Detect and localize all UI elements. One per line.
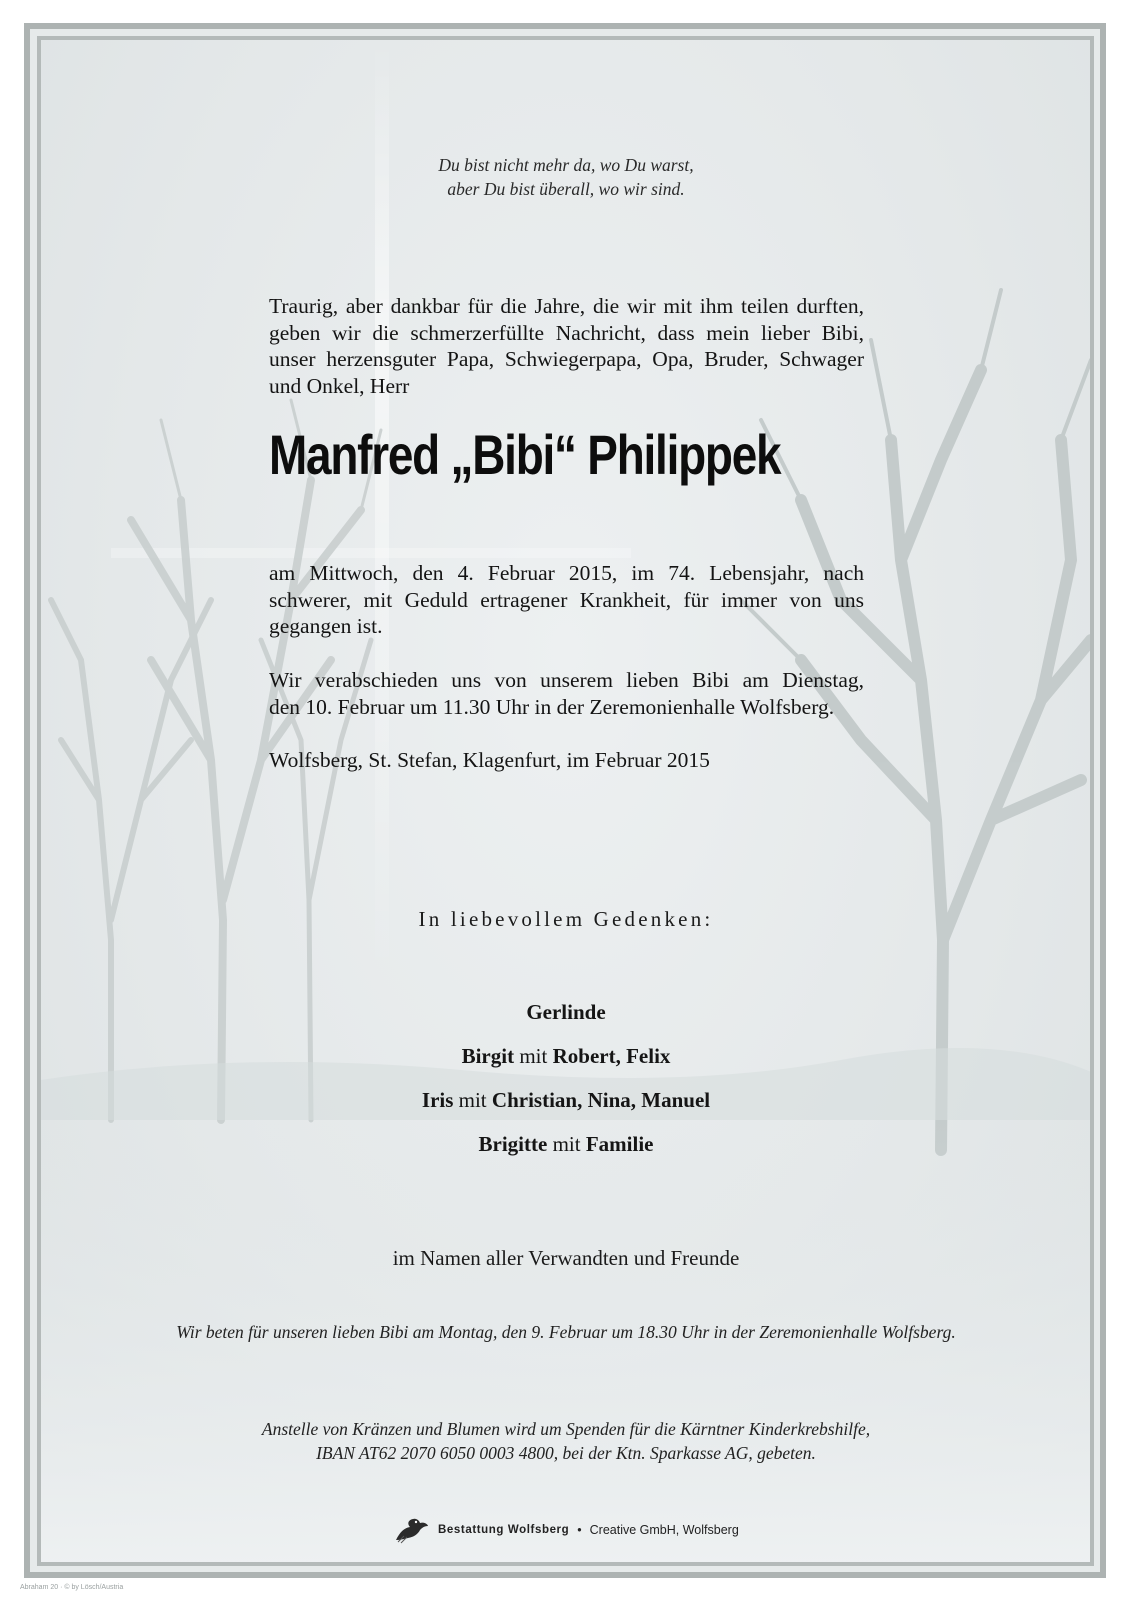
farewell-line: Wir verabschieden uns von unserem lieben Bibi am Dienstag, bbox=[269, 668, 864, 692]
death-notice-paragraph bbox=[269, 560, 864, 640]
death-notice-line: gegangen ist. bbox=[269, 614, 383, 638]
farewell-paragraph bbox=[269, 667, 864, 720]
mourner-entry bbox=[0, 1034, 1132, 1078]
intro-line: und Onkel, Herr bbox=[269, 373, 410, 398]
funeral-home-brand: Bestattung Wolfsberg bbox=[438, 1524, 570, 1536]
donation-notice bbox=[0, 1417, 1132, 1465]
intro-line: geben wir die schmerzerfüllte Nachricht, dass mein lieber Bibi, bbox=[269, 320, 864, 345]
place-date-line: Wolfsberg, St. Stefan, Klagenfurt, im Februar 2015 bbox=[269, 748, 710, 772]
intro-line: Traurig, aber dankbar für die Jahre, die wir mit ihm teilen durften, bbox=[269, 294, 864, 318]
death-notice-line: schwerer, mit Geduld ertragener Krankheit, für immer von uns bbox=[269, 587, 864, 612]
funeral-home-company: Creative GmbH, Wolfsberg bbox=[589, 1523, 739, 1537]
donation-line: Anstelle von Kränzen und Blumen wird um Spenden für die Kärntner Kinderkrebshilfe, bbox=[261, 1419, 871, 1439]
mourner-family: Familie bbox=[585, 1132, 654, 1156]
prayer-notice: Wir beten für unseren lieben Bibi am Montag, den 9. Februar um 18.30 Uhr in der Zeremonienhalle Wolfsberg. bbox=[176, 1322, 956, 1342]
mourner-family: Robert, Felix bbox=[552, 1044, 671, 1068]
mourner-entry bbox=[0, 990, 1132, 1034]
print-footer-note: Abraham 20 · © by Lösch/Austria bbox=[20, 1584, 124, 1591]
mourners-list bbox=[0, 990, 1132, 1166]
funeral-home-credit bbox=[392, 1515, 739, 1545]
mourner-name: Iris bbox=[421, 1088, 454, 1112]
mourner-mit: mit bbox=[458, 1088, 487, 1112]
mourner-mit: mit bbox=[552, 1132, 581, 1156]
farewell-line: den 10. Februar um 11.30 Uhr in der Zeremonienhalle Wolfsberg. bbox=[269, 694, 835, 719]
death-notice-line: am Mittwoch, den 4. Februar 2015, im 74. Lebensjahr, nach bbox=[269, 561, 864, 585]
mourner-name: Brigitte bbox=[478, 1132, 548, 1156]
intro-line: unser herzensguter Papa, Schwiegerpapa, Opa, Bruder, Schwager bbox=[269, 347, 864, 371]
im-namen-line: im Namen aller Verwandten und Freunde bbox=[392, 1246, 740, 1270]
gedenken-heading: In liebevollem Gedenken: bbox=[418, 907, 714, 931]
deceased-name: Manfred „Bibi“ Philippek bbox=[269, 423, 781, 486]
motto bbox=[0, 153, 1132, 201]
mourner-mit: mit bbox=[519, 1044, 548, 1068]
mourner-name: Gerlinde bbox=[526, 1000, 606, 1024]
motto-line: Du bist nicht mehr da, wo Du warst, bbox=[438, 155, 694, 175]
intro-paragraph bbox=[269, 293, 864, 399]
motto-line: aber Du bist überall, wo wir sind. bbox=[447, 179, 685, 199]
separator-dot: • bbox=[577, 1523, 582, 1537]
bird-logo-icon bbox=[392, 1516, 430, 1544]
place-date bbox=[269, 747, 864, 774]
mourner-family: Christian, Nina, Manuel bbox=[491, 1088, 711, 1112]
donation-line: IBAN AT62 2070 6050 0003 4800, bei der Ktn. Sparkasse AG, gebeten. bbox=[316, 1443, 816, 1463]
mourner-name: Birgit bbox=[461, 1044, 515, 1068]
mourner-entry bbox=[0, 1078, 1132, 1122]
mourner-entry bbox=[0, 1122, 1132, 1166]
